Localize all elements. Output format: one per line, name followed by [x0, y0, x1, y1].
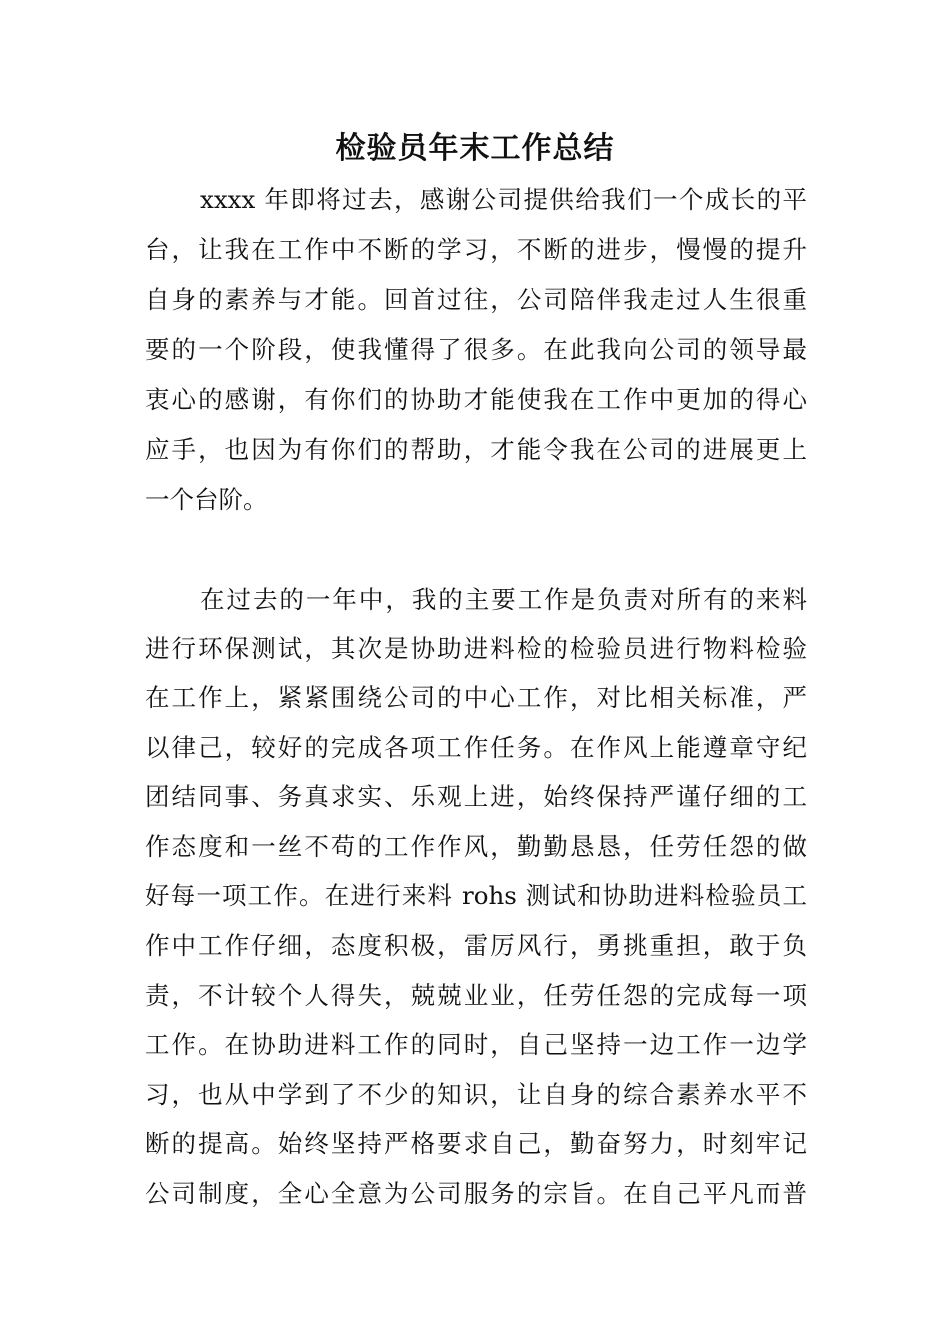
paragraph-1-line-5: 衷心的感谢，有你们的协助才能使我在工作中更加的得心	[145, 385, 807, 414]
document-title: 检验员年末工作总结	[335, 131, 615, 166]
paragraph-2-line-2: 进行环保测试，其次是协助进料检的检验员进行物料检验	[145, 634, 807, 663]
paragraph-2-line-3: 在工作上，紧紧围绕公司的中心工作，对比相关标准，严	[145, 683, 807, 712]
paragraph-2-line-9: 责，不计较个人得失，兢兢业业，任劳任怨的完成每一项	[145, 981, 807, 1010]
paragraph-2-line-13: 公司制度，全心全意为公司服务的宗旨。在自己平凡而普	[145, 1179, 807, 1208]
paragraph-2-line-10: 工作。在协助进料工作的同时，自己坚持一边工作一边学	[145, 1030, 807, 1059]
paragraph-1-line-1: xxxx 年即将过去，感谢公司提供给我们一个成长的平	[200, 185, 807, 214]
paragraph-2-line-11: 习，也从中学到了不少的知识，让自身的综合素养水平不	[145, 1080, 807, 1109]
paragraph-1-line-2: 台，让我在工作中不断的学习，不断的进步，慢慢的提升	[145, 235, 807, 264]
paragraph-1-line-7: 一个台阶。	[145, 485, 268, 514]
paragraph-2-line-8: 作中工作仔细，态度积极，雷厉风行，勇挑重担，敢于负	[145, 931, 807, 960]
paragraph-1-line-6: 应手，也因为有你们的帮助，才能令我在公司的进展更上	[145, 435, 807, 464]
paragraph-2-line-1: 在过去的一年中，我的主要工作是负责对所有的来料	[200, 585, 807, 614]
paragraph-2-line-12: 断的提高。始终坚持严格要求自己，勤奋努力，时刻牢记	[145, 1129, 807, 1158]
paragraph-2-line-6: 作态度和一丝不苟的工作作风，勤勤恳恳，任劳任怨的做	[145, 832, 807, 861]
paragraph-1-line-4: 要的一个阶段，使我懂得了很多。在此我向公司的领导最	[145, 335, 807, 364]
paragraph-1-line-3: 自身的素养与才能。回首过往，公司陪伴我走过人生很重	[145, 285, 807, 314]
paragraph-2-line-7: 好每一项工作。在进行来料 rohs 测试和协助进料检验员工	[145, 881, 807, 910]
paragraph-2-line-4: 以律己，较好的完成各项工作任务。在作风上能遵章守纪	[145, 733, 807, 762]
paragraph-2-line-5: 团结同事、务真求实、乐观上进，始终保持严谨仔细的工	[145, 782, 807, 811]
